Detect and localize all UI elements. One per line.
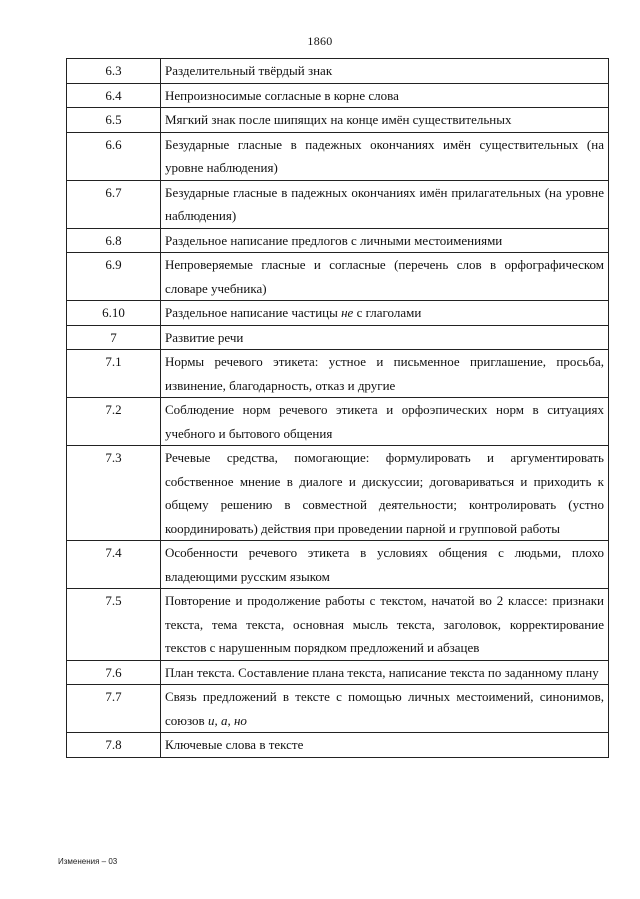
row-text: План текста. Составление плана текста, написание текста по заданному плану [161,660,609,685]
table-row [67,325,609,350]
table-row [67,59,609,84]
row-text: Безударные гласные в падежных окончаниях имён существительных (на уровне наблюдения) [161,132,609,180]
row-number: 6.10 [67,301,161,326]
table-row [67,541,609,589]
row-text: Особенности речевого этикета в условиях общения с людьми, плохо владеющими русским языком [161,541,609,589]
row-text: Мягкий знак после шипящих на конце имён существительных [161,108,609,133]
row-text [161,685,609,733]
row-text: Разделительный твёрдый знак [161,59,609,84]
row-number: 7.2 [67,398,161,446]
table-row [67,446,609,541]
row-number: 7.6 [67,660,161,685]
row-text: Соблюдение норм речевого этикета и орфоэпических норм в ситуациях учебного и бытового общения [161,398,609,446]
table-row [67,180,609,228]
row-number: 7.1 [67,350,161,398]
curriculum-table [66,58,609,758]
row-number: 6.6 [67,132,161,180]
row-text-italic: не [341,305,354,320]
row-text: Повторение и продолжение работы с текстом, начатой во 2 классе: признаки текста, тема текста, основная мысль текста, заголовок, корректирование текстов с нарушенным порядком предложений и абзацев [161,589,609,661]
row-number: 7.4 [67,541,161,589]
row-number: 7.5 [67,589,161,661]
table-row [67,253,609,301]
row-number: 6.4 [67,83,161,108]
table-row [67,660,609,685]
row-text: Непроизносимые согласные в корне слова [161,83,609,108]
row-text-italic: и, а, но [207,712,247,728]
row-text-part: Связь предложений в тексте с помощью личных местоимений, синонимов, союзов [165,689,604,728]
footer-note: Изменения – 03 [58,857,118,866]
row-text: Раздельное написание предлогов с личными местоимениями [161,228,609,253]
table-row [67,685,609,733]
table-row [67,228,609,253]
row-number: 6.9 [67,253,161,301]
table-row [67,132,609,180]
table-row [67,350,609,398]
row-text-part: Раздельное написание частицы [165,305,342,320]
row-number: 7.7 [67,685,161,733]
page-number: 1860 [307,34,333,48]
table-row [67,589,609,661]
row-text: Речевые средства, помогающие: формулировать и аргументировать собственное мнение в диалоге и дискуссии; договариваться и приходить к общему решению в совместной деятельности; контролировать (устно координировать) действия при проведении парной и групповой работы [161,446,609,541]
row-text: Безударные гласные в падежных окончаниях имён прилагательных (на уровне наблюдения) [161,180,609,228]
table-row [67,398,609,446]
table-row [67,301,609,326]
row-text: Нормы речевого этикета: устное и письменное приглашение, просьба, извинение, благодарность, отказ и другие [161,350,609,398]
row-number: 6.5 [67,108,161,133]
row-text: Ключевые слова в тексте [161,733,609,758]
row-number: 6.7 [67,180,161,228]
table-row [67,733,609,758]
table-row [67,83,609,108]
table-row [67,108,609,133]
row-text: Развитие речи [161,325,609,350]
row-number: 6.8 [67,228,161,253]
row-text-part: с глаголами [353,305,422,320]
row-text [161,301,609,326]
row-number: 7.3 [67,446,161,541]
row-number: 7 [67,325,161,350]
row-number: 7.8 [67,733,161,758]
row-number: 6.3 [67,59,161,84]
row-text: Непроверяемые гласные и согласные (перечень слов в орфографическом словаре учебника) [161,253,609,301]
